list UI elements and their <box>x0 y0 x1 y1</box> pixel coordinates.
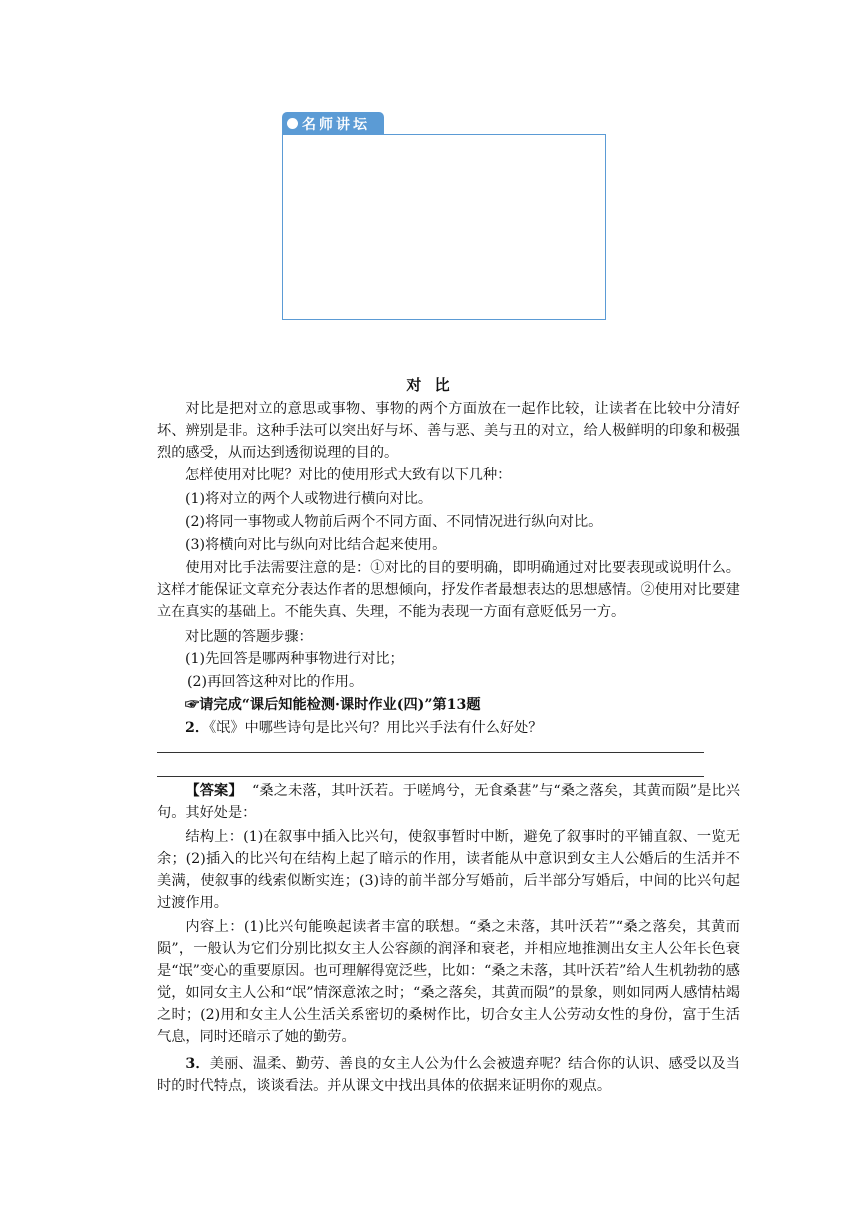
question-2-text: 《氓》中哪些诗句是比兴句？用比兴手法有什么好处？ <box>209 720 543 736</box>
question-3-text: 美丽、温柔、勤劳、善良的女主人公为什么会被遗弃呢？结合你的认识、感受以及当时的时代特点，谈谈看法。并从课文中找出具体的依据来证明你的观点。 <box>157 1056 740 1094</box>
exercise-prompt: ☞请完成“课后知能检测·课时作业(四)”第13题 <box>185 697 481 713</box>
structure-paragraph: 结构上：(1)在叙事中插入比兴句，使叙事暂时中断，避免了叙事时的平铺直叙、一览无余；(2)插入的比兴句在结构上起了暗示的作用，读者能从中意识到女主人公婚后的生活并不美满，使叙事的线索似断实连；(3)诗的前半部分写婚前，后半部分写婚后，中间的比兴句起过渡作用。 <box>157 829 740 911</box>
answer-paragraph <box>157 780 740 824</box>
answer-label: 【答案】 <box>185 783 243 799</box>
step-item-1: (1)先回答是哪两种事物进行对比； <box>185 651 404 667</box>
content-paragraph: 内容上：(1)比兴句能唤起读者丰富的联想。“桑之未落，其叶沃若”“桑之落矣，其黄而陨”，一般认为它们分别比拟女主人公容颜的润泽和衰老，并相应地推测出女主人公年长色衰是“氓”变心的重要原因。也可理解得宽泛些，比如：“桑之未落，其叶沃若”给人生机勃勃的感觉，如同女主人公和“氓”情深意浓之时；“桑之落矣，其黄而陨”的景象，则如同两人感情枯竭之时；(2)用和女主人公生活关系密切的桑树作比，切合女主人公劳动女性的身份，富于生活气息，同时还暗示了她的勤劳。 <box>157 919 740 1045</box>
form-item-1: (1)将对立的两个人或物进行横向对比。 <box>185 491 433 507</box>
form-item-3: (3)将横向对比与纵向对比结合起来使用。 <box>185 537 447 553</box>
how-use-text: 怎样使用对比呢？对比的使用形式大致有以下几种： <box>185 467 512 483</box>
form-item-2: (2)将同一事物或人物前后两个不同方面、不同情况进行纵向对比。 <box>185 514 603 530</box>
page-title: 对 比 <box>406 376 454 394</box>
attention-paragraph: 使用对比手法需要注意的是：①对比的目的要明确，即明确通过对比要表现或说明什么。这样才能保证文章充分表达作者的思想倾向，抒发作者最想表达的思想感情。②使用对比要建立在真实的基础上。不能失真、失理，不能为表现一方面有意贬低另一方。 <box>157 560 740 620</box>
answer-text: “桑之未落，其叶沃若。于嗟鸠兮，无食桑葚”与“桑之落矣，其黄而陨”是比兴句。其好处是： <box>157 783 740 821</box>
question-3 <box>157 1053 740 1097</box>
bullet-dot-icon <box>287 118 298 129</box>
section-tab <box>282 112 384 135</box>
question-3-number: 3． <box>185 1056 210 1072</box>
question-2-number: 2． <box>185 720 210 736</box>
section-tab-label: 名师讲坛 <box>302 116 370 133</box>
answer-line-1 <box>157 752 704 753</box>
question-2 <box>185 717 542 739</box>
step-item-2: (2)再回答这种对比的作用。 <box>187 674 364 690</box>
steps-title: 对比题的答题步骤： <box>185 629 313 645</box>
lecture-box <box>282 134 606 320</box>
intro-paragraph: 对比是把对立的意思或事物、事物的两个方面放在一起作比较，让读者在比较中分清好坏、辨别是非。这种手法可以突出好与坏、善与恶、美与丑的对立，给人极鲜明的印象和极强烈的感受，从而达到透彻说理的目的。 <box>157 401 740 461</box>
answer-line-2 <box>157 776 704 777</box>
